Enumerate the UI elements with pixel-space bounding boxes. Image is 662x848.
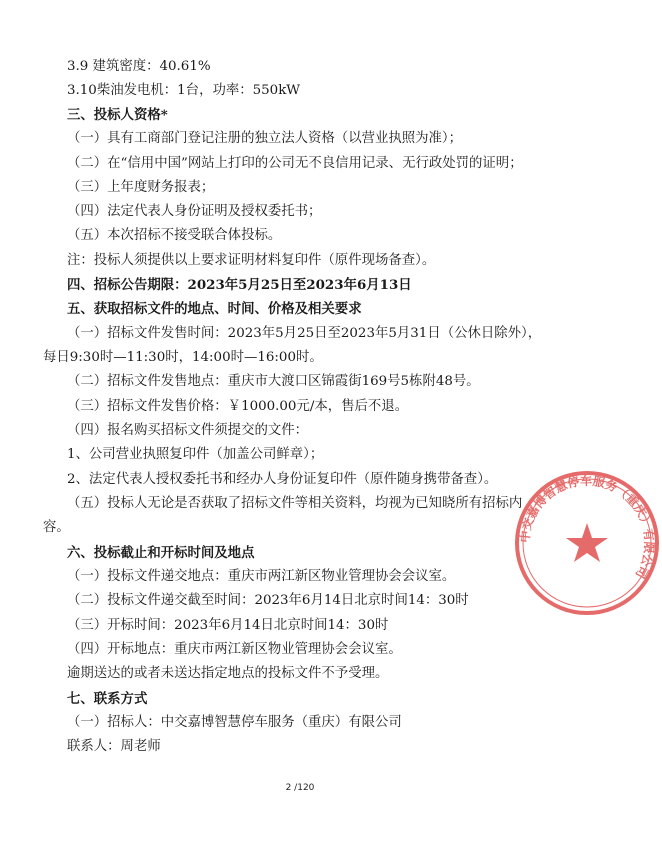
text-line: （五）投标人无论是否获取了招标文件等相关资料，均视为已知晓所有招标内 bbox=[67, 496, 523, 511]
text-line: 2、法定代表人授权委托书和经办人身份证复印件（原件随身携带备查）。 bbox=[67, 472, 498, 487]
text-line: （四）开标地点：重庆市两江新区物业管理协会会议室。 bbox=[67, 642, 402, 657]
text-line: （一）投标文件递交地点：重庆市两江新区物业管理协会会议室。 bbox=[67, 569, 456, 584]
text-line: 1、公司营业执照复印件（加盖公司鲜章）； bbox=[67, 447, 324, 462]
text-line: （一）具有工商部门登记注册的独立法人资格（以营业执照为准）； bbox=[67, 131, 463, 146]
contact-line: 联系人：周老师 bbox=[67, 739, 161, 754]
company-seal-icon bbox=[512, 468, 662, 618]
text-line: （五）本次招标不接受联合体投标。 bbox=[67, 228, 282, 243]
text-line: （一）招标文件发售时间：2023年5月25日至2023年5月31日（公休日除外）， bbox=[67, 326, 542, 341]
text-line: 容。 bbox=[43, 520, 70, 535]
text-line: （三）招标文件发售价格：￥1000.00元/本，售后不退。 bbox=[67, 399, 409, 414]
text-line: 逾期送达的或者未送达指定地点的投标文件不予受理。 bbox=[67, 666, 389, 681]
section-heading: 四、招标公告期限：2023年5月25日至2023年6月13日 bbox=[67, 277, 412, 293]
text-line: 3.10柴油发电机：1台，功率：550kW bbox=[67, 83, 301, 98]
text-line: （四）报名购买招标文件须提交的文件： bbox=[67, 423, 309, 438]
text-line: （三）上年度财务报表； bbox=[67, 180, 215, 195]
text-line: （二）招标文件发售地点：重庆市大渡口区锦霞街169号5栋附48号。 bbox=[67, 374, 480, 389]
text-line: （四）法定代表人身份证明及授权委托书； bbox=[67, 204, 322, 219]
section-heading: 五、获取招标文件的地点、时间、价格及相关要求 bbox=[67, 301, 362, 317]
text-line: 3.9 建筑密度：40.61% bbox=[67, 59, 211, 74]
text-line: （三）开标时间：2023年6月14日北京时间14：30时 bbox=[67, 618, 389, 633]
note-line: 注：投标人须提供以上要求证明材料复印件（原件现场备查）。 bbox=[67, 253, 436, 268]
page-number: 2 /120 bbox=[285, 783, 315, 793]
section-heading: 六、投标截止和开标时间及地点 bbox=[67, 545, 255, 561]
text-line: （一）招标人：中交嘉博智慧停车服务（重庆）有限公司 bbox=[67, 715, 402, 730]
text-line: （二）在“信用中国”网站上打印的公司无不良信用记录、无行政处罚的证明； bbox=[67, 156, 523, 171]
svg-text:中交嘉博智慧停车服务（重庆）有限公司: 中交嘉博智慧停车服务（重庆）有限公司 bbox=[517, 473, 657, 581]
text-line: （二）投标文件递交截至时间：2023年6月14日北京时间14：30时 bbox=[67, 593, 469, 608]
section-heading: 三、投标人资格* bbox=[67, 107, 168, 123]
section-heading: 七、联系方式 bbox=[67, 691, 148, 707]
text-line: 每日9:30时—11:30时，14:00时—16:00时。 bbox=[43, 350, 323, 365]
